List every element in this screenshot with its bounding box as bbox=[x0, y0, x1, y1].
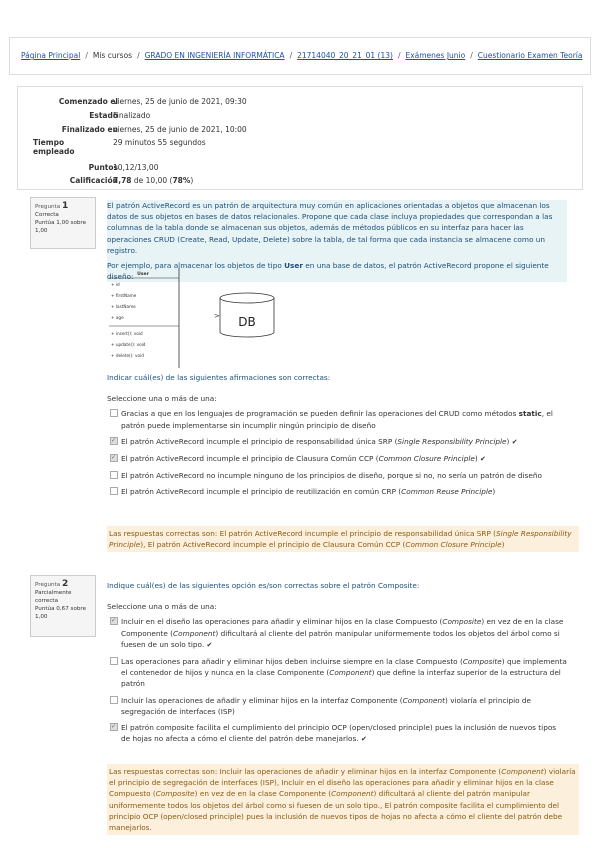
question-state: Parcialmente correcta bbox=[35, 590, 72, 604]
text-segment: ) que implementa el contenedor de hijos y nunca en la clase Componente ( bbox=[121, 657, 567, 678]
grade-percent: 78% bbox=[172, 176, 191, 185]
answer-option bbox=[107, 436, 567, 448]
question-state: Correcta bbox=[35, 212, 59, 218]
db-label: DB bbox=[238, 315, 256, 329]
italic-term: Composite bbox=[155, 789, 195, 799]
answer-checkbox[interactable] bbox=[110, 617, 118, 625]
question-2-answer-area bbox=[107, 580, 567, 750]
question-score: Puntúa 0,67 sobre 1,00 bbox=[35, 606, 87, 620]
text-segment: ) en vez de en la clase Componente ( bbox=[194, 789, 332, 799]
answer-checkbox[interactable] bbox=[110, 409, 118, 417]
question-number: Pregunta 1 bbox=[35, 201, 69, 211]
text-segment: Las operaciones para añadir y eliminar hijos deben incluirse siempre en la clase Compuesto ( bbox=[121, 657, 463, 667]
text-segment: ) dificultará al cliente del patrón manipular uniformemente todos los objetos del árbol como si fuesen de un solo tipo. bbox=[121, 628, 560, 649]
uml-method: + insert(): void bbox=[111, 331, 143, 336]
database-cylinder bbox=[220, 293, 274, 337]
answer-option bbox=[107, 453, 567, 465]
summary-value: Finalizado bbox=[113, 111, 151, 120]
answer-option bbox=[107, 722, 567, 745]
option-text: ) bbox=[506, 436, 510, 446]
summary-label-line2: empleado bbox=[33, 147, 75, 156]
summary-value bbox=[113, 176, 193, 185]
breadcrumb-exams[interactable]: Exámenes Junio bbox=[405, 51, 466, 60]
feedback-text: ) bbox=[501, 540, 505, 550]
answer-option bbox=[107, 470, 567, 481]
answer-checkbox[interactable] bbox=[110, 487, 118, 495]
italic-term: Composite bbox=[442, 617, 482, 627]
option-text: El patrón ActiveRecord incumple el principio de reutilización en común CRP ( bbox=[121, 487, 402, 497]
question-2-prompt: Indique cuál(es) de las siguientes opción es/son correctas sobre el patrón Composite: bbox=[107, 581, 420, 590]
option-text: ) bbox=[474, 454, 478, 464]
breadcrumb-course[interactable]: 21714040_20_21_01 (13) bbox=[297, 51, 393, 60]
answer-checkbox[interactable] bbox=[110, 657, 118, 665]
question-1-prompt: Indicar cuál(es) de las siguientes afirmaciones son correctas: bbox=[107, 373, 331, 382]
association-arrow: > bbox=[214, 312, 220, 320]
text-segment: ) violaría el principio de segregación de interfaces (ISP) bbox=[121, 695, 532, 716]
correct-check-icon: ✔ bbox=[360, 735, 367, 744]
answer-checkbox[interactable] bbox=[110, 454, 118, 462]
breadcrumb-quiz[interactable]: Cuestionario Examen Teoría bbox=[477, 51, 583, 60]
text-segment: Incluir las operaciones de añadir y eliminar hijos en la interfaz Componente ( bbox=[121, 695, 403, 705]
uml-attribute: + lastName bbox=[111, 304, 136, 309]
option-text: El patrón ActiveRecord no incumple ninguno de los principios de diseño, porque si no, no sería un patrón de diseño bbox=[121, 471, 542, 481]
question-number: Pregunta 2 bbox=[35, 579, 69, 589]
uml-attribute: + id bbox=[111, 282, 120, 287]
feedback-text: Las respuestas correctas son: El patrón ActiveRecord incumple el principio de responsabilidad única SRP ( bbox=[109, 529, 497, 538]
question-score: Puntúa 1,00 sobre 1,00 bbox=[35, 220, 87, 234]
question-1-info bbox=[30, 197, 96, 249]
italic-term: Composite bbox=[462, 657, 502, 667]
question-1-intro: El patrón ActiveRecord es un patrón de arquitectura muy común en aplicaciones orientadas a objetos que almacenan los datos de sus objetos en bases de datos relacionales. Propone que cada clase incluya propiedades que correspondan a las columnas de la tabla donde se almacenan sus objetos, además de métodos públicos en su interfaz para hacer las operaciones CRUD (Create, Read, Update, Delete) sobre la tabla, de tal forma que cada instancia se almacene como un registro. bbox=[107, 201, 553, 255]
text-segment: Las respuestas correctas son: Incluir las operaciones de añadir y eliminar hijos en la interfaz Componente ( bbox=[109, 767, 502, 776]
question-2-info bbox=[30, 575, 96, 637]
text-segment: ) que define la interfaz superior de la estructura del patrón bbox=[121, 668, 561, 689]
italic-term: Component bbox=[501, 767, 544, 776]
answer-checkbox[interactable] bbox=[110, 437, 118, 445]
answer-option bbox=[107, 408, 567, 430]
breadcrumb-home[interactable]: Página Principal bbox=[21, 51, 81, 60]
breadcrumb: Página Principal / Mis cursos / GRADO EN INGENIERÍA INFORMÁTICA / 21714040_20_21_01 (13) / Exámenes Junio / Cuestionario Examen Teoría bbox=[21, 51, 583, 60]
text-segment: ) violaría el principio de segregación de interfaces (ISP), Incluir en el diseño las operaciones para añadir y eliminar hijos en la clase Compuesto ( bbox=[109, 767, 576, 799]
question-1-options bbox=[107, 408, 567, 497]
question-1-example: Por ejemplo, para almacenar los objetos de tipo User en una base de datos, el patrón ActiveRecord propone el siguiente diseño: bbox=[107, 261, 549, 282]
answer-option bbox=[107, 486, 567, 497]
correct-check-icon: ✔ bbox=[206, 640, 213, 649]
answer-checkbox[interactable] bbox=[110, 723, 118, 731]
question-1-select-label: Seleccione una o más de una: bbox=[107, 394, 217, 404]
summary-label: Estado bbox=[89, 111, 118, 120]
option-italic: Single Responsibility Principle bbox=[397, 436, 507, 446]
uml-attribute: + age bbox=[111, 315, 124, 320]
summary-label: Puntos bbox=[88, 163, 118, 172]
text-segment: ) dificultará al cliente del patrón manipular uniformemente todos los objetos del árbol como si fuesen de un solo tipo., El patrón composite facilita el cumplimiento del principio OCP (open/closed principle) pues la inclusión de nuevos tipos de hojas no afecta a cómo el cliente del patrón debe manejarlos. bbox=[109, 789, 563, 833]
uml-method: + update(): void bbox=[111, 342, 146, 347]
question-1-answer-area bbox=[107, 372, 567, 503]
answer-option bbox=[107, 656, 567, 690]
summary-label: Comenzado el bbox=[58, 97, 118, 106]
text-segment: El patrón composite facilita el cumplimiento del principio OCP (open/closed principle) pues la inclusión de nuevos tipos de hojas no afecta a cómo el cliente del patrón debe manejarlos. bbox=[121, 723, 557, 744]
answer-option bbox=[107, 616, 567, 651]
summary-value: viernes, 25 de junio de 2021, 09:30 bbox=[113, 97, 247, 106]
italic-term: Component bbox=[331, 789, 374, 799]
italic-term: Component bbox=[402, 695, 446, 705]
italic-term: Component bbox=[173, 628, 216, 638]
uml-attributes bbox=[111, 282, 137, 320]
correct-check-icon: ✔ bbox=[511, 437, 518, 446]
summary-value: viernes, 25 de junio de 2021, 10:00 bbox=[113, 125, 247, 134]
answer-checkbox[interactable] bbox=[110, 471, 118, 479]
summary-label bbox=[0, 138, 93, 156]
question-2-feedback bbox=[107, 764, 579, 835]
answer-option bbox=[107, 695, 567, 717]
text-segment: Incluir en el diseño las operaciones para añadir y eliminar hijos en la clase Compuesto ( bbox=[121, 617, 443, 627]
attempt-summary bbox=[17, 86, 583, 190]
grade-value: 7,78 bbox=[113, 176, 132, 185]
option-italic: Common Reuse Principle bbox=[401, 487, 493, 497]
summary-label-line1: Tiempo bbox=[33, 138, 65, 147]
active-record-diagram bbox=[107, 268, 307, 368]
correct-check-icon: ✔ bbox=[480, 455, 486, 464]
option-italic: Common Closure Principle bbox=[378, 454, 475, 464]
option-text: , el patrón puede implementarse sin incumplir ningún principio de diseño bbox=[121, 409, 553, 430]
summary-label: Finalizado en bbox=[61, 125, 118, 134]
uml-class-name: User bbox=[137, 272, 149, 277]
feedback-italic: Common Closure Principle bbox=[405, 540, 502, 550]
breadcrumb-my-courses: Mis cursos bbox=[92, 51, 133, 60]
uml-method: + delete(): void bbox=[111, 353, 144, 358]
summary-label: Calificación bbox=[69, 176, 118, 185]
option-text: El patrón ActiveRecord incumple el principio de Clausura Común CCP ( bbox=[121, 454, 379, 464]
summary-value: 10,12/13,00 bbox=[113, 163, 159, 172]
breadcrumb-degree[interactable]: GRADO EN INGENIERÍA INFORMÁTICA bbox=[144, 51, 285, 60]
grade-rest: de 10,00 ( bbox=[131, 176, 173, 185]
feedback-italic: Single Responsibility Principle bbox=[109, 529, 572, 550]
option-text: ) bbox=[492, 487, 496, 497]
breadcrumb-bar bbox=[9, 37, 591, 75]
option-bold: static bbox=[518, 409, 542, 419]
question-2-options bbox=[107, 616, 567, 745]
question-1-feedback bbox=[107, 526, 579, 552]
italic-term: Component bbox=[329, 668, 372, 678]
summary-value: 29 minutos 55 segundos bbox=[113, 138, 206, 147]
option-text: El patrón ActiveRecord incumple el principio de responsabilidad única SRP ( bbox=[121, 436, 398, 446]
answer-checkbox[interactable] bbox=[110, 696, 118, 704]
feedback-text: ), El patrón ActiveRecord incumple el principio de Clausura Común CCP ( bbox=[140, 540, 406, 550]
grade-end: ) bbox=[190, 176, 194, 185]
uml-attribute: + firstName bbox=[111, 293, 137, 298]
option-text: Gracias a que en los lenguajes de programación se pueden definir las operaciones del CRUD como métodos bbox=[121, 409, 519, 419]
question-2-select-label: Seleccione una o más de una: bbox=[107, 602, 217, 612]
text-segment: ) en vez de en la clase Componente ( bbox=[121, 617, 564, 638]
uml-methods bbox=[111, 331, 146, 358]
